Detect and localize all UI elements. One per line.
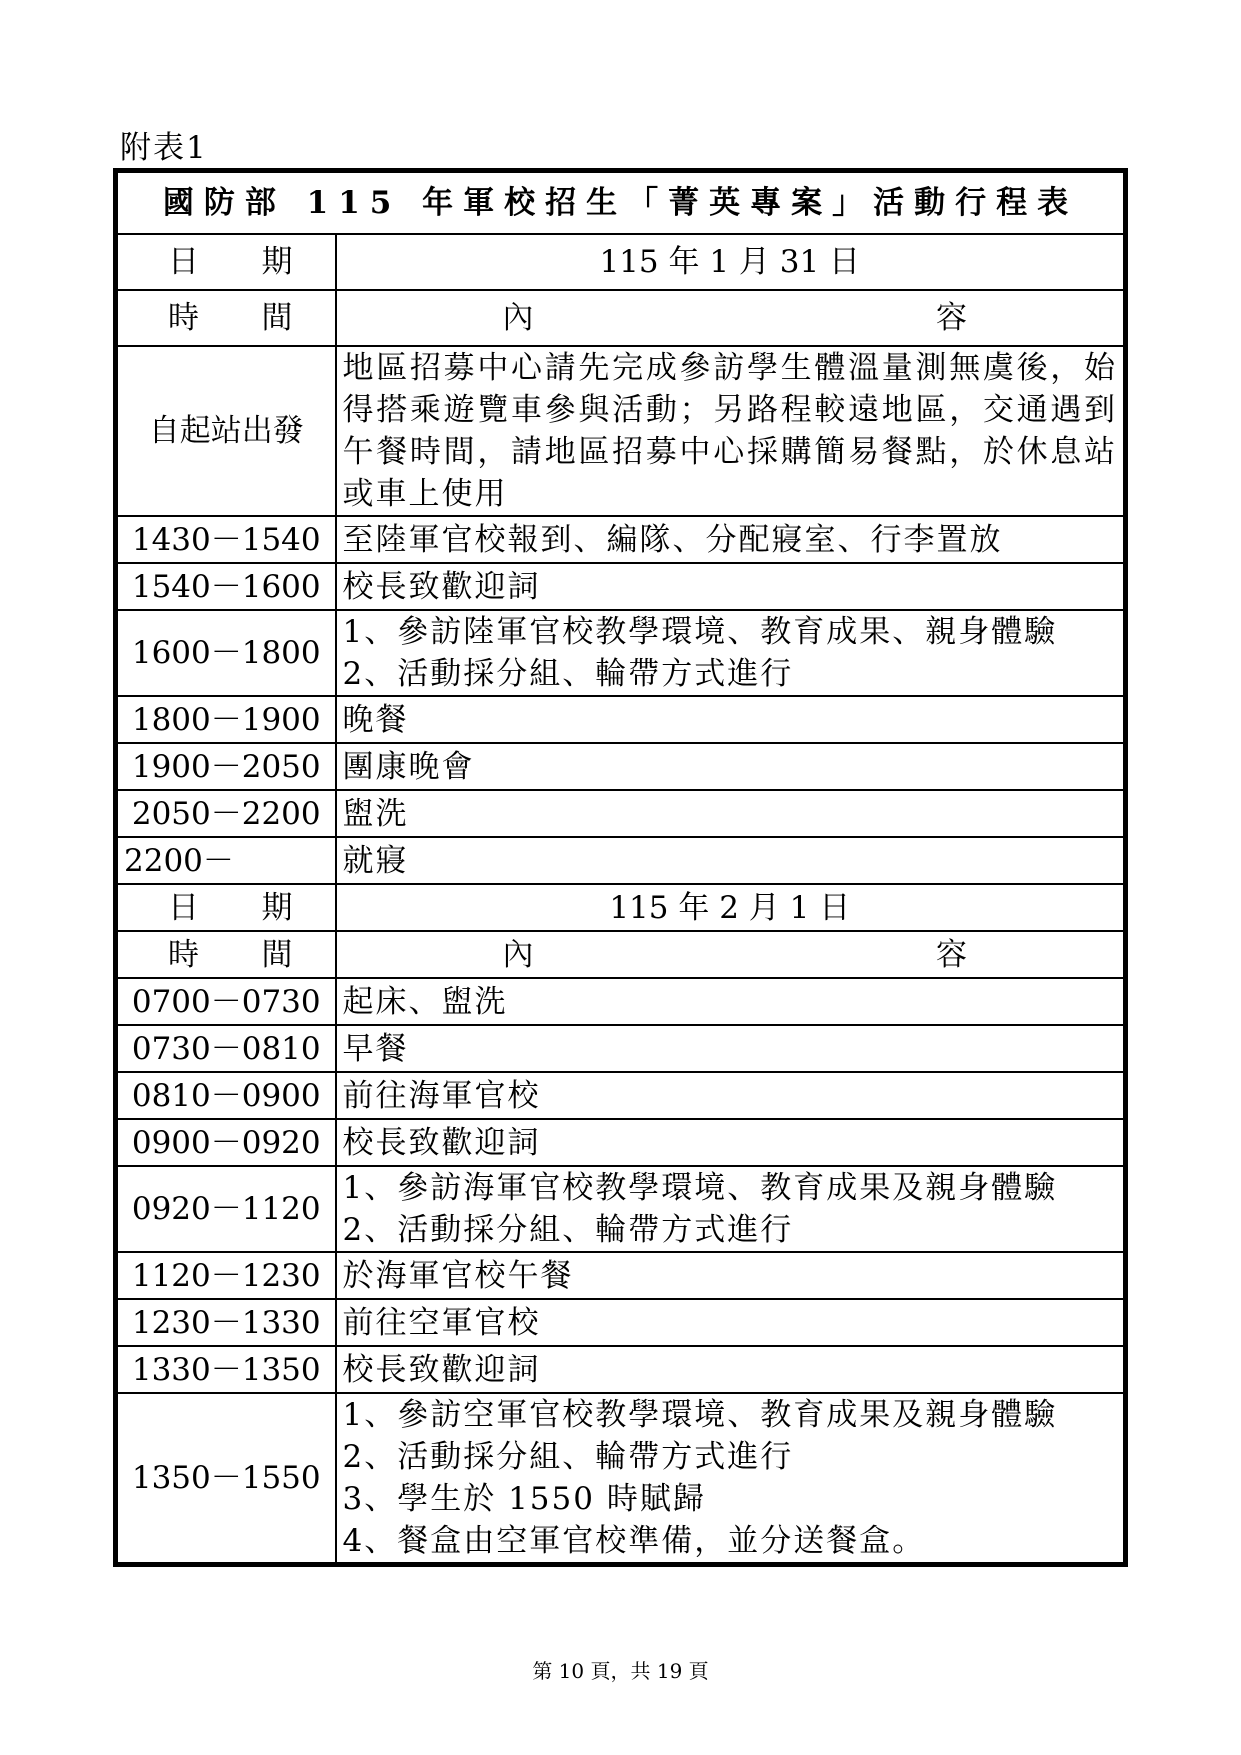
schedule-time: 1540－1600 [116,563,336,610]
schedule-content-line: 2、活動採分組、輪帶方式進行 [342,1439,794,1475]
day2-header-row [116,931,1126,978]
schedule-table [113,168,1128,1567]
title-row [116,171,1126,235]
schedule-row [116,610,1126,696]
schedule-time: 1800－1900 [116,696,336,743]
day2-date-row [116,884,1126,931]
schedule-time: 1230－1330 [116,1299,336,1346]
schedule-time: 0700－0730 [116,978,336,1025]
schedule-content-line: 至陸軍官校報到、編隊、分配寢室、行李置放 [342,521,1003,558]
schedule-time: 1900－2050 [116,743,336,790]
schedule-row [116,1393,1126,1565]
schedule-content-line: 團康晚會 [342,748,475,785]
schedule-content [336,696,1126,743]
schedule-content-line: 校長致歡迎詞 [342,1124,541,1161]
schedule-row [116,696,1126,743]
schedule-content-line: 1、參訪海軍官校教學環境、教育成果及親身體驗 [342,1170,1058,1206]
content-label: 內 容 [336,931,1126,978]
schedule-content-line: 盥洗 [342,795,409,832]
schedule-row [116,1072,1126,1119]
schedule-content [336,1119,1126,1166]
schedule-content-line: 前往空軍官校 [342,1304,541,1341]
schedule-row [116,743,1126,790]
schedule-row [116,563,1126,610]
schedule-content [336,1025,1126,1072]
schedule-content-line: 校長致歡迎詞 [342,1351,541,1388]
schedule-content-line: 1、參訪陸軍官校教學環境、教育成果、親身體驗 [342,614,1058,650]
schedule-row [116,1252,1126,1299]
schedule-time: 1120－1230 [116,1252,336,1299]
schedule-content [336,978,1126,1025]
schedule-content-line: 起床、盥洗 [342,983,508,1020]
schedule-time: 1600－1800 [116,610,336,696]
schedule-row [116,516,1126,563]
schedule-content-line: 就寢 [342,842,409,879]
page-footer: 第 10 頁，共 19 頁 [532,1659,709,1683]
schedule-content-line: 晚餐 [342,701,409,738]
date-label: 日 期 [116,884,336,931]
schedule-content-line: 4、餐盒由空軍官校準備，並分送餐盒。 [342,1523,926,1559]
schedule-content [336,743,1126,790]
schedule-row [116,837,1126,884]
schedule-content [336,1072,1126,1119]
time-label: 時 間 [116,290,336,346]
schedule-row [116,1119,1126,1166]
time-label: 時 間 [116,931,336,978]
schedule-content [336,610,1126,696]
schedule-content [336,1166,1126,1252]
departure-content: 地區招募中心請先完成參訪學生體溫量測無虞後，始得搭乘遊覽車參與活動；另路程較遠地區，交通遇到午餐時間，請地區招募中心採購簡易餐點，於休息站或車上使用 [336,346,1126,516]
schedule-row [116,1025,1126,1072]
schedule-time: 2050－2200 [116,790,336,837]
schedule-content [336,563,1126,610]
departure-time: 自起站出發 [116,346,336,516]
attachment-label: 附表1 [120,130,208,166]
schedule-content [336,1299,1126,1346]
schedule-row [116,1346,1126,1393]
table-title: 國防部 115 年軍校招生「菁英專案」活動行程表 [116,171,1126,235]
schedule-content-line: 2、活動採分組、輪帶方式進行 [342,1212,794,1248]
day1-departure-row [116,346,1126,516]
schedule-content-line: 1、參訪空軍官校教學環境、教育成果及親身體驗 [342,1397,1058,1433]
schedule-content-line: 於海軍官校午餐 [342,1257,574,1294]
day1-date: 115 年 1 月 31 日 [336,234,1126,290]
schedule-content [336,790,1126,837]
schedule-content [336,1252,1126,1299]
schedule-time: 0810－0900 [116,1072,336,1119]
schedule-row [116,1166,1126,1252]
schedule-content [336,516,1126,563]
schedule-row [116,978,1126,1025]
schedule-time: 1350－1550 [116,1393,336,1565]
day1-date-row [116,234,1126,290]
schedule-content [336,1393,1126,1565]
schedule-content-line: 3、學生於 1550 時賦歸 [342,1481,706,1517]
content-label: 內 容 [336,290,1126,346]
schedule-time: 0920－1120 [116,1166,336,1252]
schedule-time: 0900－0920 [116,1119,336,1166]
schedule-time: 1430－1540 [116,516,336,563]
schedule-content-line: 校長致歡迎詞 [342,568,541,605]
schedule-content-line: 前往海軍官校 [342,1077,541,1114]
schedule-content [336,837,1126,884]
date-label: 日 期 [116,234,336,290]
schedule-time: 1330－1350 [116,1346,336,1393]
schedule-time: 2200－ [116,837,336,884]
day1-header-row [116,290,1126,346]
schedule-row [116,1299,1126,1346]
schedule-content-line: 早餐 [342,1030,409,1067]
schedule-content [336,1346,1126,1393]
day2-date: 115 年 2 月 1 日 [336,884,1126,931]
schedule-row [116,790,1126,837]
schedule-content-line: 2、活動採分組、輪帶方式進行 [342,656,794,692]
schedule-time: 0730－0810 [116,1025,336,1072]
